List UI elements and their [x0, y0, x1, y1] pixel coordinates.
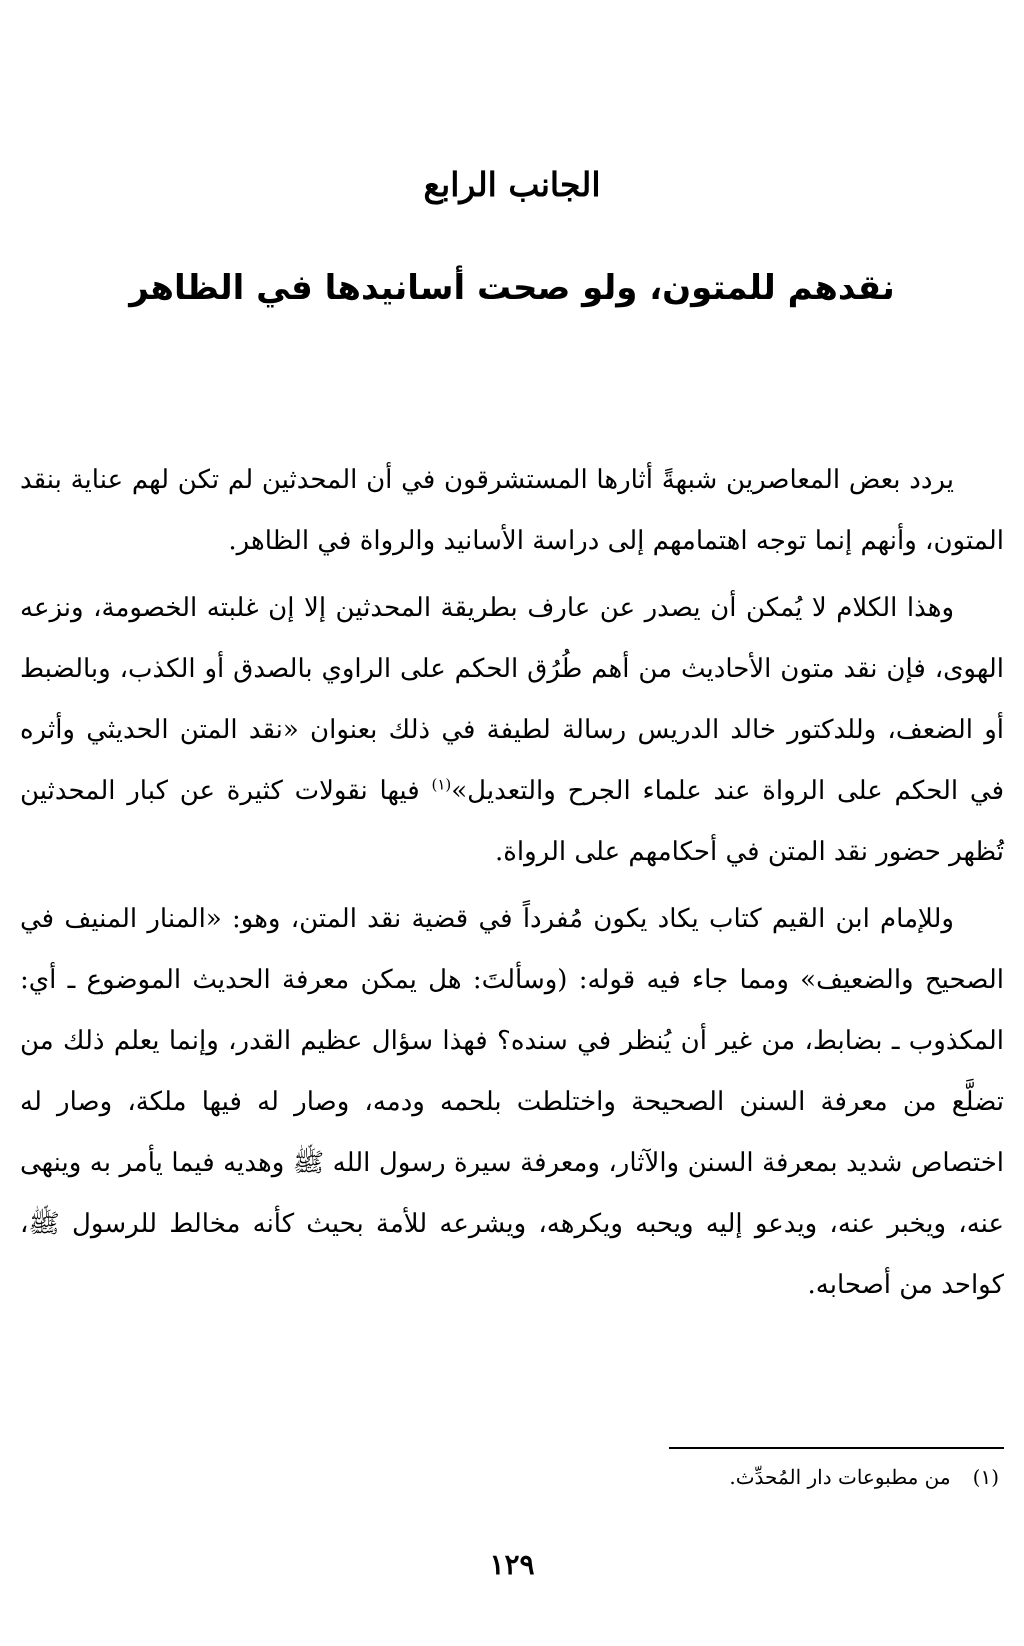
footnote [99, 1462, 999, 1492]
body-text [20, 450, 1004, 1322]
paragraph-2 [20, 578, 1004, 883]
footnote-reference[interactable]: (١) [431, 775, 452, 794]
footnote-text: من مطبوعات دار المُحدِّث. [729, 1465, 951, 1489]
paragraph-3: وللإمام ابن القيم كتاب يكاد يكون مُفرداً في قضية نقد المتن، وهو: «المنار المنيف في الصحيح والضعيف» ومما جاء فيه قوله: (وسألتَ: هل يمكن معرفة الحديث الموضوع ـ أي: المكذوب ـ بضابط، من غير أن يُنظر في سنده؟ فهذا سؤال عظيم القدر، وإنما يعلم ذلك من تضلَّع من معرفة السنن الصحيحة واختلطت بلحمه ودمه، وصار له فيها ملكة، وصار له اختصاص شديد بمعرفة السنن والآثار، ومعرفة سيرة رسول الله ﷺ وهديه فيما يأمر به وينهى عنه، ويخبر عنه، ويدعو إليه ويحبه ويكرهه، ويشرعه للأمة بحيث كأنه مخالط للرسول ﷺ، كواحد من أصحابه. [20, 904, 1004, 1300]
chapter-title: نقدهم للمتون، ولو صحت أسانيدها في الظاهر [129, 268, 895, 308]
footnote-number: (١) [972, 1465, 999, 1489]
section-label: الجانب الرابع [423, 165, 601, 204]
paragraph-2-text-before: وهذا الكلام لا يُمكن أن يصدر عن عارف بطريقة المحدثين إلا إن غلبته الخصومة، ونزعه الهوى، فإن نقد متون الأحاديث من أهم طُرُق الحكم على الراوي بالصدق أو الكذب، وبالضبط أو الضعف، وللدكتور خالد الدريس رسالة لطيفة في ذلك بعنوان «نقد المتن الحديثي وأثره في الحكم على الرواة عند علماء الجرح والتعديل» [20, 593, 1004, 806]
footnote-divider [669, 1447, 1004, 1449]
paragraph-2-text-after: فيها نقولات كثيرة عن كبار المحدثين تُظهر حضور نقد المتن في أحكامهم على الرواة. [20, 776, 1004, 867]
paragraph-1: يردد بعض المعاصرين شبهةً أثارها المستشرقون في أن المحدثين لم تكن لهم عناية بنقد المتون، وأنهم إنما توجه اهتمامهم إلى دراسة الأسانيد والرواة في الظاهر. [20, 465, 1004, 556]
page-number: ١٢٩ [489, 1548, 535, 1581]
